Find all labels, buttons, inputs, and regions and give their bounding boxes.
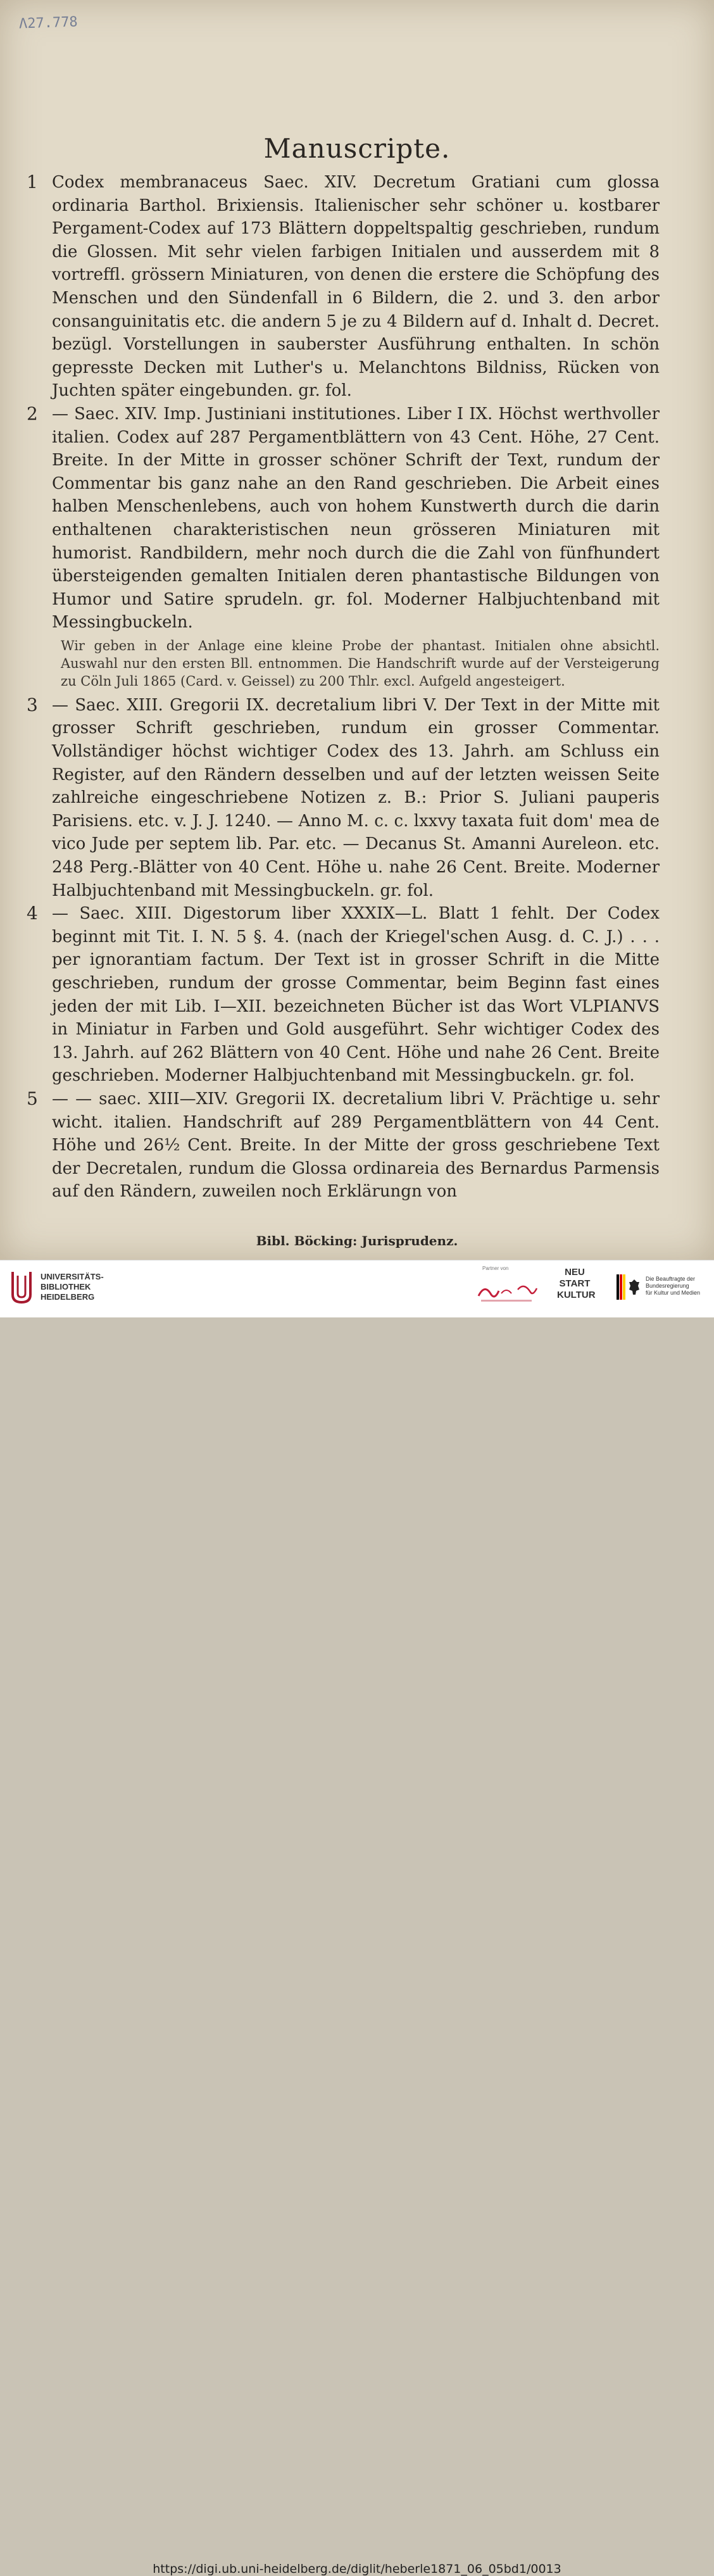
bkm-label[interactable] — [646, 1276, 711, 1297]
catalogue-entry-2 — [27, 403, 660, 690]
page-footer: Bibl. Böcking: Jurisprudenz. — [256, 1233, 458, 1248]
viewer-footer-strip — [0, 1260, 714, 2576]
entry-text: Codex membranaceus Saec. XIV. Decretum Gratiani cum glossa ordinaria Barthol. Brixiensis. Italienischer sehr schöner u. kostbarer Pergament-Codex auf 173 Blättern doppeltspaltig geschrieben, rundum die Glossen. Mit sehr vielen farbigen Initialen und ausserdem mit 8 vortreffl. grössern Miniaturen, von denen die erstere die Schöpfung des Menschen und den Sündenfall in 6 Bildern, die 2. und 3. den arbor consanguinitatis etc. die andern 5 je zu 4 Bildern auf d. Inhalt d. Decret. bezügl. Vorstellungen in sauberster Ausführung enthalten. In schön gepresste Decken mit Luther's u. Melanchtons Bildniss, Rücken von Juchten später eingebunden. gr. fol. — [52, 173, 660, 401]
entry-number: 4 — [27, 903, 38, 924]
bkm-line: für Kultur und Medien — [646, 1290, 701, 1296]
entry-text: — Saec. XIII. Gregorii IX. decretalium libri V. Der Text in der Mitte mit grosser Schrift geschrieben, rundum ein grosser Commentar. Vollständiger höchst wichtiger Codex des 13. Jahrh. am Schluss ein Register, auf den Rändern desselben und auf der letzten weissen Seite zahlreiche eingeschriebene Notizen z. B.: Prior S. Juliani pauperis Parisiens. etc. v. J. J. 1240. — Anno M. c. c. lxxvy taxata fuit dom' mea de vico Jude per septem lib. Par. etc. — Decanus St. Amanni Aureleon. etc. 248 Perg.-Blätter von 40 Cent. Höhe u. nahe 26 Cent. Breite. Moderner Halbjuchtenband mit Messingbuckeln. gr. fol. — [52, 695, 660, 900]
library-name-line: UNIVERSITÄTS- — [41, 1272, 104, 1281]
neustart-line: NEU — [565, 1267, 585, 1278]
german-flag-icon — [617, 1274, 625, 1300]
partner-logo-icon[interactable] — [476, 1277, 539, 1305]
federal-eagle-icon — [628, 1278, 641, 1296]
entry-number: 1 — [27, 172, 38, 192]
university-library-name[interactable] — [41, 1272, 104, 1302]
entry-text: — — saec. XIII—XIV. Gregorii IX. decretalium libri V. Prächtige u. sehr wicht. italien. Handschrift auf 289 Pergamentblättern von 44 Cent. Höhe und 26½ Cent. Breite. In der Mitte der gross geschriebene Text der Decretalen, rundum die Glossa ordinareia des Bernardus Parmensis auf den Rändern, zuweilen noch Erklärungn von — [52, 1089, 660, 1202]
entry-number: 2 — [27, 403, 38, 424]
catalogue-entry-5 — [27, 1088, 660, 1203]
entry-number: 3 — [27, 694, 38, 715]
entry-text: — Saec. XIII. Digestorum liber XXXIX—L. Blatt 1 fehlt. Der Codex beginnt mit Tit. I. N. 5 §. 4. (nach der Kriegel'schen Ausg. d. C. J.) . . . per ignorantiam factum. Der Text ist in grosser Schrift in die Mitte geschrieben, rundum der grosse Commentar, beim Beginn fast eines jeden der mit Lib. I—XII. bezeichneten Bücher ist das Wort VLPIANVS in Miniatur in Farben und Gold ausgeführt. Sehr wichtiger Codex des 13. Jahrh. auf 262 Blättern von 40 Cent. Höhe und nahe 26 Cent. Breite geschrieben. Moderner Halbjuchtenband mit Messingbuckeln. gr. fol. — [52, 904, 660, 1086]
library-name-line: BIBLIOTHEK — [41, 1282, 91, 1291]
catalogue-entry-4 — [27, 902, 660, 1088]
permalink-url[interactable]: https://digi.ub.uni-heidelberg.de/diglit/heberle1871_06_05bd1/0013 — [153, 2562, 561, 2576]
catalogue-entry-1 — [27, 171, 660, 403]
catalogue-entry-3 — [27, 694, 660, 902]
neustart-line: KULTUR — [557, 1290, 596, 1300]
scanned-page — [0, 0, 714, 1260]
neustart-kultur-logo[interactable] — [557, 1267, 596, 1301]
page-title: Manuscripte. — [263, 133, 451, 164]
catalogue-body — [27, 171, 660, 1203]
entry-text: — Saec. XIV. Imp. Justiniani institutiones. Liber I IX. Höchst werthvoller italien. Codex auf 287 Pergamentblättern von 43 Cent. Höhe, 27 Cent. Breite. In der Mitte in grosser schöner Schrift der Text, rundum der Commentar bis ganz nahe an den Rand geschrieben. Die Arbeit eines halben Menschenlebens, auch von hohem Kunstwerth durch die darin enthaltenen charakteristischen neun grösseren Miniaturen mit humorist. Randbildern, mehr noch durch die die Zahl von fünfhundert übersteigenden gemalten Initialen deren phantastische Bildungen von Humor und Satire sprudeln. gr. fol. Moderner Halbjuchtenband mit Messingbuckeln. — [52, 404, 660, 632]
university-library-logo-icon[interactable] — [9, 1269, 34, 1305]
neustart-line: START — [559, 1278, 591, 1289]
partner-label: Partner von — [482, 1266, 509, 1271]
shelfmark-stamp: Λ27.778 — [18, 14, 78, 32]
entry-number: 5 — [27, 1088, 38, 1109]
entry-footnote: Wir geben in der Anlage eine kleine Probe der phantast. Initialen ohne absichtl. Auswahl nur den ersten Bll. entnommen. Die Handschrift wurde auf der Versteigerung zu Cöln Juli 1865 (Card. v. Geissel) zu 200 Thlr. excl. Aufgeld angesteigert. — [61, 638, 660, 689]
library-name-line: HEIDELBERG — [41, 1292, 95, 1302]
bkm-line: Die Beauftragte der Bundesregierung — [646, 1276, 696, 1289]
